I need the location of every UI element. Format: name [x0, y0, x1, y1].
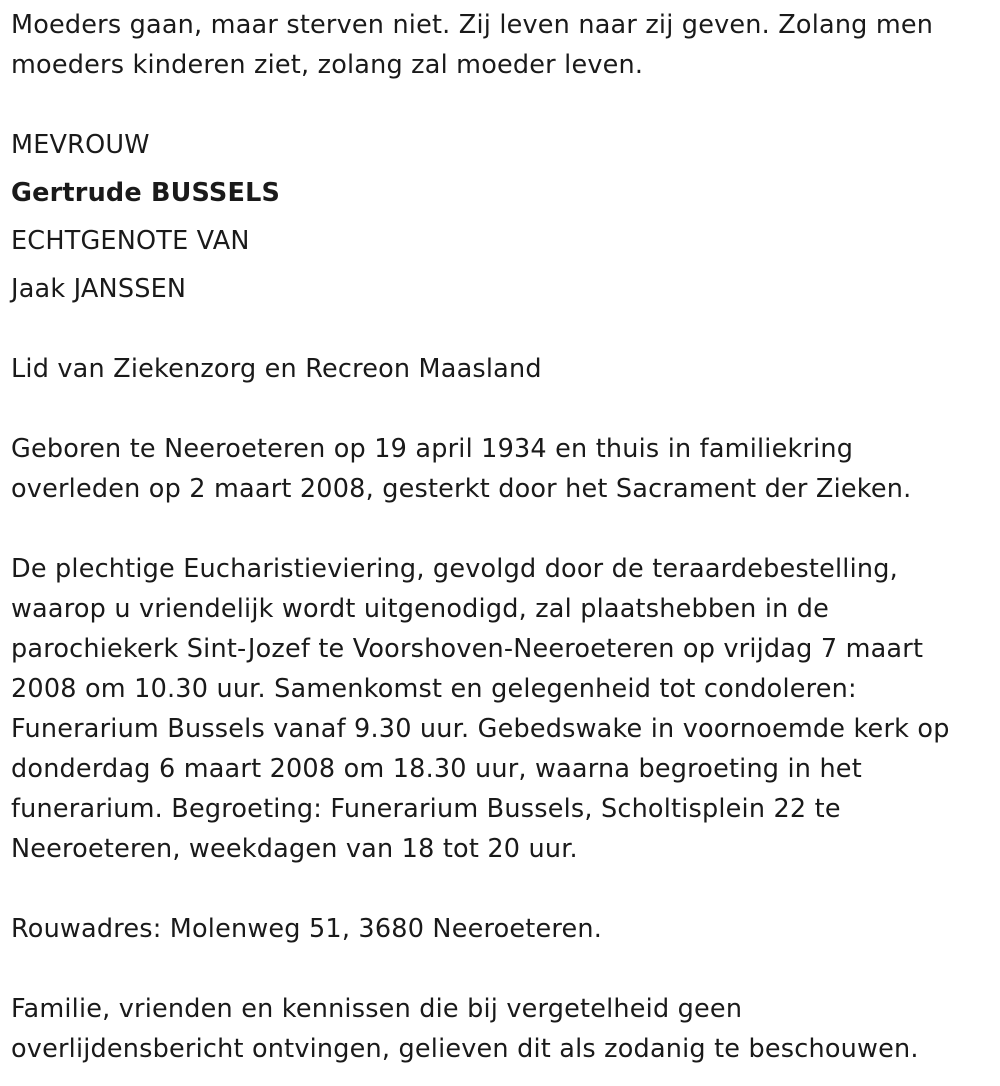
- membership-paragraph: [11, 349, 986, 389]
- membership-text: Lid van Ziekenzorg en Recreon Maasland: [11, 354, 542, 384]
- birth-death-paragraph: [11, 429, 986, 509]
- motto-line: Moeders gaan, maar sterven niet. Zij leven naar zij geven. Zolang men: [11, 10, 934, 40]
- closing-line: overlijdensbericht ontvingen, gelieven dit als zodanig te beschouwen.: [11, 1034, 919, 1064]
- ceremony-line: De plechtige Eucharistieviering, gevolgd door de teraardebestelling,: [11, 554, 898, 584]
- birth-death-line: Geboren te Neeroeteren op 19 april 1934 en thuis in familiekring: [11, 434, 854, 464]
- relation-label: ECHTGENOTE VAN: [11, 226, 250, 256]
- spouse-name: Jaak JANSSEN: [11, 274, 187, 304]
- ceremony-line: Funerarium Bussels vanaf 9.30 uur. Gebedswake in voornoemde kerk op: [11, 714, 950, 744]
- mourning-address-paragraph: [11, 909, 986, 949]
- ceremony-line: Neeroeteren, weekdagen van 18 tot 20 uur.: [11, 834, 578, 864]
- ceremony-line: donderdag 6 maart 2008 om 18.30 uur, waarna begroeting in het: [11, 754, 862, 784]
- ceremony-line: 2008 om 10.30 uur. Samenkomst en gelegenheid tot condoleren:: [11, 674, 857, 704]
- motto-paragraph: [11, 5, 986, 85]
- closing-line: Familie, vrienden en kennissen die bij vergetelheid geen: [11, 994, 743, 1024]
- motto-line: moeders kinderen ziet, zolang zal moeder leven.: [11, 50, 644, 80]
- ceremony-line: parochiekerk Sint-Jozef te Voorshoven-Neeroeteren op vrijdag 7 maart: [11, 634, 924, 664]
- honorific-title: MEVROUW: [11, 130, 150, 160]
- closing-paragraph: [11, 989, 986, 1069]
- ceremony-paragraph: [11, 549, 986, 869]
- mourning-address: Rouwadres: Molenweg 51, 3680 Neeroeteren.: [11, 914, 603, 944]
- ceremony-line: funerarium. Begroeting: Funerarium Bussels, Scholtisplein 22 te: [11, 794, 841, 824]
- name-block: [11, 125, 986, 309]
- obituary-document: [11, 5, 986, 1069]
- deceased-name: Gertrude BUSSELS: [11, 178, 281, 208]
- birth-death-line: overleden op 2 maart 2008, gesterkt door het Sacrament der Zieken.: [11, 474, 912, 504]
- ceremony-line: waarop u vriendelijk wordt uitgenodigd, zal plaatshebben in de: [11, 594, 830, 624]
